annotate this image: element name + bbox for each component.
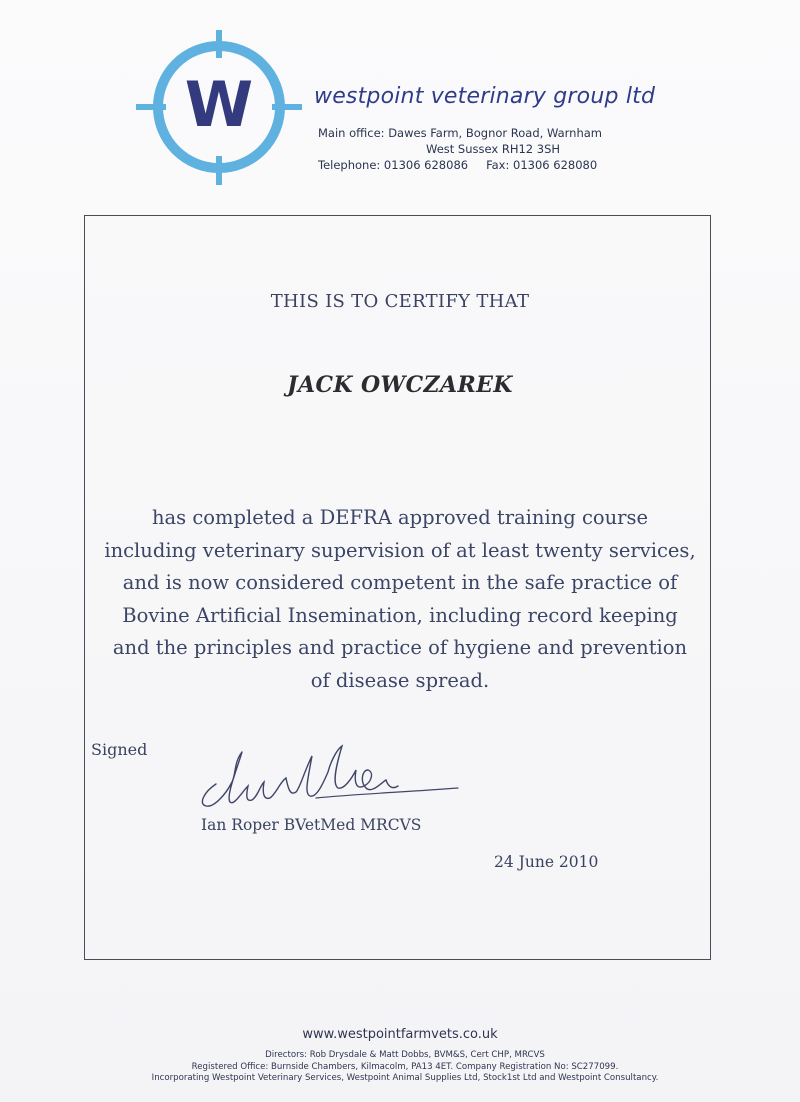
body-line: including veterinary supervision of at least twenty services, [104,538,696,562]
footer-registered-office: Registered Office: Burnside Chambers, Kilmacolm, PA13 4ET. Company Registration No: SC277099. [191,1062,619,1072]
telephone: Telephone: 01306 628086 [318,158,469,172]
signed-label: Signed [91,740,148,759]
recipient-name: JACK OWCZAREK [287,372,513,398]
westpoint-logo [134,28,304,188]
body-line: of disease spread. [310,668,490,692]
handwritten-signature [196,742,466,814]
contact-line [318,158,597,172]
website-url: www.westpointfarmvets.co.uk [302,1027,498,1042]
body-line: has completed a DEFRA approved training course [151,506,649,529]
body-line: Bovine Artificial Insemination, including record keeping [122,603,678,627]
body-line: and is now considered competent in the safe practice of [122,571,678,594]
logo-letter: W [184,68,254,141]
footer-directors: Directors: Rob Drysdale & Matt Dobbs, BVM&S, Cert CHP, MRCVS [265,1050,545,1060]
body-line: and the principles and practice of hygiene and prevention [112,636,688,659]
company-name: westpoint veterinary group ltd [314,84,656,109]
address-line-1: Main office: Dawes Farm, Bognor Road, Warnham [318,126,603,140]
signatory-name: Ian Roper BVetMed MRCVS [201,816,422,834]
address-line-2: West Sussex RH12 3SH [426,142,561,156]
footer-incorporating: Incorporating Westpoint Veterinary Services, Westpoint Animal Supplies Ltd, Stock1st Ltd and Westpoint Consultancy. [151,1073,659,1083]
fax: Fax: 01306 628080 [486,158,598,172]
certificate-body [88,502,712,697]
certificate-date: 24 June 2010 [494,853,599,871]
certificate-heading: THIS IS TO CERTIFY THAT [270,291,530,312]
